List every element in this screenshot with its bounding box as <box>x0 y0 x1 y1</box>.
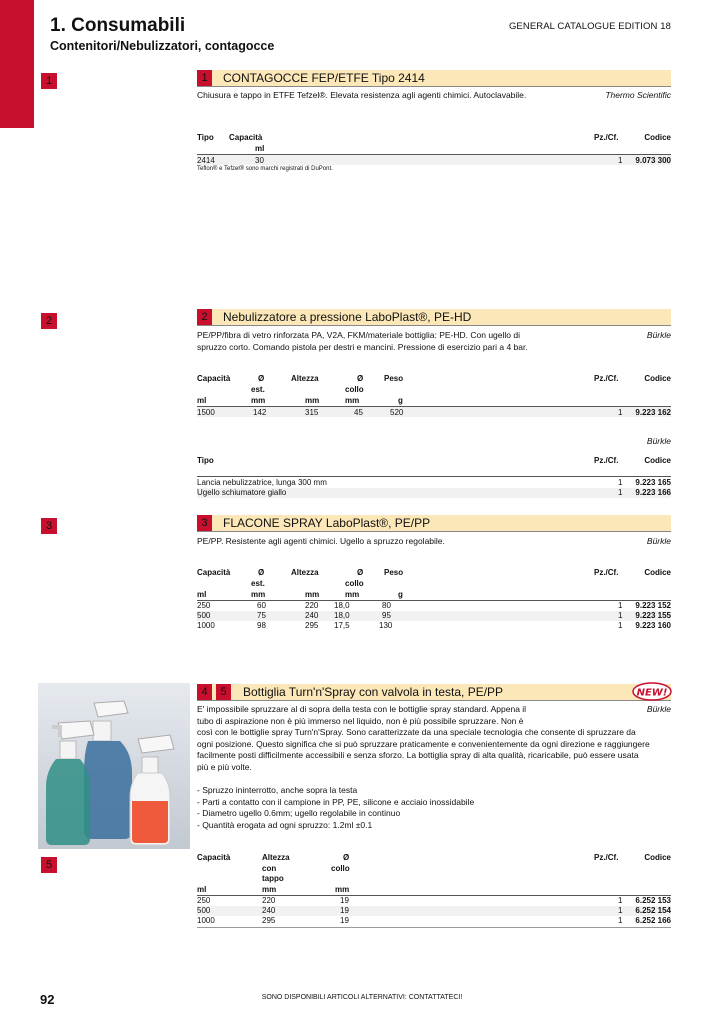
unit: mm <box>262 885 277 894</box>
section-1-description: Chiusura e tappo in ETFE Tefzel®. Elevata resistenza agli agenti chimici. Autoclavabile. <box>197 90 527 100</box>
unit: mm <box>345 590 360 599</box>
list-item: - Parti a contatto con il campione in PP, PE, silicone e acciaio inossidabile <box>197 796 475 807</box>
page-number: 92 <box>40 992 55 1007</box>
table-cell-code: 9.223 155 <box>635 611 671 620</box>
col-header-pzcf: Pz./Cf. <box>594 133 619 142</box>
table-cell-code: 9.073 300 <box>635 156 671 165</box>
unit: mm <box>305 396 320 405</box>
section-2-description: PE/PP/fibra di vetro rinforzata PA, V2A, FKM/materiale bottiglia: PE-HD. Con ugello di spruzzo corto. Comando pistola per destri e mancini. Pressione di esercizio pari a 4 bar. <box>197 330 528 352</box>
col-header: Tipo <box>197 456 214 465</box>
section-1-title: CONTAGOCCE FEP/ETFE Tipo 2414 <box>223 71 425 85</box>
section-1-brand: Thermo Scientific <box>605 90 671 100</box>
footer-note: SONO DISPONIBILI ARTICOLI ALTERNATIVI: CONTATTATECI! <box>261 994 463 1001</box>
col-header-sub: est. <box>251 385 265 394</box>
section-2-header <box>197 309 671 326</box>
section-1-note: Teflon® e Tefzel® sono marchi registrati di DuPont. <box>197 166 333 172</box>
col-header-capacita: Capacità <box>229 133 263 142</box>
section-4-brand: Bürkle <box>646 704 671 714</box>
section-4-description: E' impossibile spruzzare al di sopra della testa con le bottiglie spray standard. Appena il tubo di aspirazione non è più immerso nel liquido, non è più possibile spruzzare. Non è così con le bottiglie spray Turn'n'Spray. Sono caratterizzate da una speciale tecnologia che consente di spruzzare da ogni posizione. Questo significa che si può spruzzare praticamente e convenientemente da ogni direzione e raggiungere facilmente posti difficilmente accessibili e senza sforzo. La bottiglia spray di alta qualità, ricaricabile, può essere usata più e più volte. <box>197 704 650 772</box>
col-header-sub: con <box>262 864 277 873</box>
table-cell: 98 <box>257 621 266 630</box>
section-2-brand: Bürkle <box>646 330 671 340</box>
section-4-header <box>197 684 671 701</box>
section-1-header <box>197 70 671 87</box>
table-cell: 1 <box>618 156 623 165</box>
section-1-table <box>197 132 671 166</box>
list-item: - Spruzzo ininterrotto, anche sopra la testa <box>197 785 358 795</box>
section-2-accessory-table <box>197 455 671 499</box>
table-cell: 220 <box>305 601 319 610</box>
table-cell: 130 <box>379 621 393 630</box>
col-header-codice: Codice <box>644 133 671 142</box>
table-cell: 80 <box>382 601 391 610</box>
table-cell: 1 <box>618 478 623 487</box>
col-header: Codice <box>644 853 671 862</box>
table-cell: 60 <box>257 601 266 610</box>
table-cell: 1000 <box>197 621 215 630</box>
col-header: Codice <box>644 374 671 383</box>
section-3-description: PE/PP. Resistente agli agenti chimici. Ugello a spruzzo regolabile. <box>197 536 445 546</box>
table-cell: 250 <box>197 896 211 905</box>
table-cell-code: 9.223 152 <box>635 601 671 610</box>
unit: mm <box>345 396 360 405</box>
section-3-table <box>197 567 671 633</box>
table-cell: 75 <box>257 611 266 620</box>
table-cell-code: 9.223 160 <box>635 621 671 630</box>
unit: mm <box>251 590 266 599</box>
table-cell: 45 <box>354 408 363 417</box>
unit: ml <box>197 885 207 894</box>
section-3-header <box>197 515 671 532</box>
table-cell: 1 <box>618 621 623 630</box>
unit: g <box>398 590 403 599</box>
col-header: Capacità <box>197 568 231 577</box>
unit-ml: ml <box>255 144 265 153</box>
table-cell: 2414 <box>197 156 215 165</box>
col-header: Pz./Cf. <box>594 456 619 465</box>
section-2-number: 2 <box>197 309 212 325</box>
table-cell: Lancia nebulizzatrice, lunga 300 mm <box>197 478 327 487</box>
new-badge-text: NEW! <box>636 687 668 699</box>
table-cell: 19 <box>340 896 349 905</box>
col-header-sub: collo <box>345 385 364 394</box>
col-header-sub: tappo <box>262 874 284 883</box>
side-number-2: 2 <box>41 313 57 329</box>
table-cell: 520 <box>390 408 404 417</box>
table-cell: 1 <box>618 896 623 905</box>
unit: g <box>398 396 403 405</box>
unit: ml <box>197 590 207 599</box>
table-cell: 1 <box>618 601 623 610</box>
table-cell: 240 <box>305 611 319 620</box>
table-cell: 1 <box>618 408 623 417</box>
section-2-title: Nebulizzatore a pressione LaboPlast®, PE-HD <box>223 310 472 324</box>
table-cell: 1000 <box>197 916 215 925</box>
table-cell: 142 <box>253 408 267 417</box>
spray-bottles-photo <box>38 683 190 849</box>
list-item: - Diametro ugello 0.6mm; ugello regolabile in continuo <box>197 808 401 818</box>
table-cell-code: 9.223 166 <box>635 488 671 497</box>
col-header: Ø <box>357 568 364 577</box>
section-3-title: FLACONE SPRAY LaboPlast®, PE/PP <box>223 516 431 530</box>
table-cell: 295 <box>262 916 276 925</box>
page-subtitle: Contenitori/Nebulizzatori, contagocce <box>50 39 275 53</box>
new-badge <box>632 682 672 701</box>
col-header: Ø <box>357 374 364 383</box>
col-header-sub: collo <box>345 579 364 588</box>
table-cell: 500 <box>197 906 211 915</box>
col-header: Peso <box>384 568 404 577</box>
table-cell: 18,0 <box>334 601 350 610</box>
col-header: Altezza <box>291 568 319 577</box>
catalogue-edition: GENERAL CATALOGUE EDITION 18 <box>508 21 671 32</box>
col-header: Ø <box>258 568 265 577</box>
table-cell: 95 <box>382 611 391 620</box>
side-number-3: 3 <box>41 518 57 534</box>
table-cell: 1 <box>618 488 623 497</box>
col-header: Capacità <box>197 853 231 862</box>
col-header: Pz./Cf. <box>594 853 619 862</box>
table-cell: Ugello schiumatore giallo <box>197 488 287 497</box>
table-cell: 500 <box>197 611 211 620</box>
section-2-table <box>197 373 671 417</box>
table-cell-code: 9.223 165 <box>635 478 671 487</box>
table-cell-code: 9.223 162 <box>635 408 671 417</box>
col-header: Codice <box>644 456 671 465</box>
table-cell: 250 <box>197 601 211 610</box>
col-header: Ø <box>258 374 265 383</box>
col-header: Pz./Cf. <box>594 568 619 577</box>
section-4-table <box>197 852 671 928</box>
unit: mm <box>305 590 320 599</box>
table-cell: 19 <box>340 916 349 925</box>
table-cell: 17,5 <box>334 621 350 630</box>
table-cell-code: 6.252 153 <box>635 896 671 905</box>
unit: mm <box>251 396 266 405</box>
section-2-accessory-brand: Bürkle <box>646 436 671 446</box>
col-header: Pz./Cf. <box>594 374 619 383</box>
section-3-number: 3 <box>197 515 212 531</box>
table-cell: 1 <box>618 916 623 925</box>
side-number-1: 1 <box>41 73 57 89</box>
section-1-number: 1 <box>197 70 212 86</box>
table-cell: 1 <box>618 611 623 620</box>
section-4-number: 4 <box>197 684 212 700</box>
unit: mm <box>335 885 350 894</box>
list-item: - Quantità erogata ad ogni spruzzo: 1.2ml ±0.1 <box>197 819 373 830</box>
col-header-tipo: Tipo <box>197 133 214 142</box>
table-cell: 19 <box>340 906 349 915</box>
col-header: Peso <box>384 374 404 383</box>
section-4-title: Bottiglia Turn'n'Spray con valvola in testa, PE/PP <box>243 685 504 699</box>
table-cell: 220 <box>262 896 276 905</box>
col-header: Altezza <box>291 374 319 383</box>
table-cell-code: 6.252 166 <box>635 916 671 925</box>
col-header: Capacità <box>197 374 231 383</box>
red-side-bar <box>0 0 34 128</box>
table-cell: 18,0 <box>334 611 350 620</box>
col-header: Altezza <box>262 853 290 862</box>
table-cell: 315 <box>305 408 319 417</box>
feature-list <box>197 785 474 831</box>
side-number-5: 5 <box>41 857 57 873</box>
table-cell: 1 <box>618 906 623 915</box>
table-cell: 30 <box>255 156 264 165</box>
table-cell: 295 <box>305 621 319 630</box>
col-header: Codice <box>644 568 671 577</box>
table-cell-code: 6.252 154 <box>635 906 671 915</box>
section-5-number: 5 <box>216 684 231 700</box>
page-title: 1. Consumabili <box>50 15 186 36</box>
table-cell: 240 <box>262 906 276 915</box>
col-header: Ø <box>343 853 350 862</box>
section-3-brand: Bürkle <box>646 536 671 546</box>
table-cell: 1500 <box>197 408 215 417</box>
col-header-sub: est. <box>251 579 265 588</box>
unit: ml <box>197 396 207 405</box>
col-header-sub: collo <box>331 864 350 873</box>
